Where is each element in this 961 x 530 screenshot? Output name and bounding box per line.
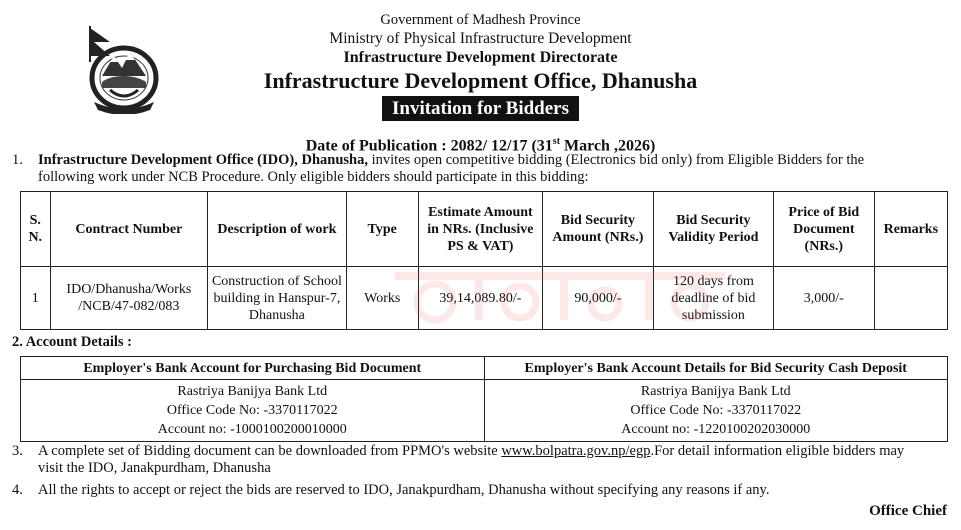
cell-security: 90,000/-: [542, 267, 653, 330]
header-price: Price of Bid Document (NRs.): [773, 192, 874, 267]
header-security: Bid Security Amount (NRs.): [542, 192, 653, 267]
item-number: 3.: [12, 443, 23, 459]
header-validity: Bid Security Validity Period: [653, 192, 773, 267]
notice-banner: Invitation for Bidders: [382, 96, 579, 121]
account-table: [20, 356, 948, 442]
left-office-code: Office Code No: -3370117022: [166, 403, 338, 418]
header-remarks: Remarks: [874, 192, 947, 267]
invitation-paragraph: 1. Infrastructure Development Office (IDO), Dhanusha, invites open competitive bidding (Electronics bid only) from Eligible Bidders for the following work under NCB Procedure. Only eligible bidders should participate in this bidding:: [12, 152, 865, 185]
header-type: Type: [346, 192, 418, 267]
bid-table: [20, 191, 948, 330]
government-name: Government of Madhesh Province: [380, 12, 581, 28]
right-office-code: Office Code No: -3370117022: [630, 403, 802, 418]
signature-office-chief: Office Chief: [869, 503, 947, 519]
account-right-details: [484, 380, 948, 442]
bolpatra-link[interactable]: www.bolpatra.gov.np/egp: [501, 443, 651, 459]
header-contract: Contract Number: [50, 192, 208, 267]
cell-sn: 1: [21, 267, 51, 330]
item-number: 1.: [12, 152, 23, 168]
download-paragraph: 3. A complete set of Bidding document can be downloaded from PPMO's website www.bolpatra.gov.np/egp.For detail information eligible bidders may visit the IDO, Janakpurdham, Dhanusha: [12, 443, 905, 476]
account-left-header: Employer's Bank Account for Purchasing Bid Document: [21, 357, 485, 380]
right-bank-name: Rastriya Banijya Bank Ltd: [640, 384, 791, 399]
header-estimate: Estimate Amount in NRs. (Inclusive PS & VAT): [418, 192, 542, 267]
cell-remarks: [874, 267, 947, 330]
publication-date: Date of Publication : 2082/ 12/17 (31st March ,2026): [305, 136, 656, 155]
office-name: Infrastructure Development Office, Dhanusha: [263, 68, 698, 93]
cell-estimate: 39,14,089.80/-: [418, 267, 542, 330]
account-right-header: Employer's Bank Account Details for Bid Security Cash Deposit: [484, 357, 948, 380]
header-description: Description of work: [208, 192, 346, 267]
rights-paragraph: 4. All the rights to accept or reject the bids are reserved to IDO, Janakpurdham, Dhanusha without specifying any reasons if any.: [12, 482, 770, 498]
table-header-row: [21, 192, 948, 267]
cell-price: 3,000/-: [773, 267, 874, 330]
account-left-details: [21, 380, 485, 442]
directorate-name: Infrastructure Development Directorate: [343, 49, 618, 66]
cell-contract: IDO/Dhanusha/Works /NCB/47-082/083: [50, 267, 208, 330]
cell-validity: 120 days from deadline of bid submission: [653, 267, 773, 330]
left-account-number: Account no: -1000100200010000: [157, 422, 347, 437]
letterhead: [0, 11, 961, 122]
account-header-row: [21, 357, 948, 380]
right-account-number: Account no: -1220100202030000: [621, 422, 811, 437]
account-body-row: [21, 380, 948, 442]
table-row: [21, 267, 948, 330]
cell-description: Construction of School building in Hanspur-7, Dhanusha: [208, 267, 346, 330]
item-number: 4.: [12, 482, 23, 498]
cell-type: Works: [346, 267, 418, 330]
left-bank-name: Rastriya Banijya Bank Ltd: [177, 384, 328, 399]
ministry-name: Ministry of Physical Infrastructure Development: [329, 30, 632, 47]
office-bold: Infrastructure Development Office (IDO), Dhanusha,: [38, 152, 368, 168]
account-details-title: 2. Account Details :: [12, 334, 133, 350]
header-sn: S. N.: [21, 192, 51, 267]
